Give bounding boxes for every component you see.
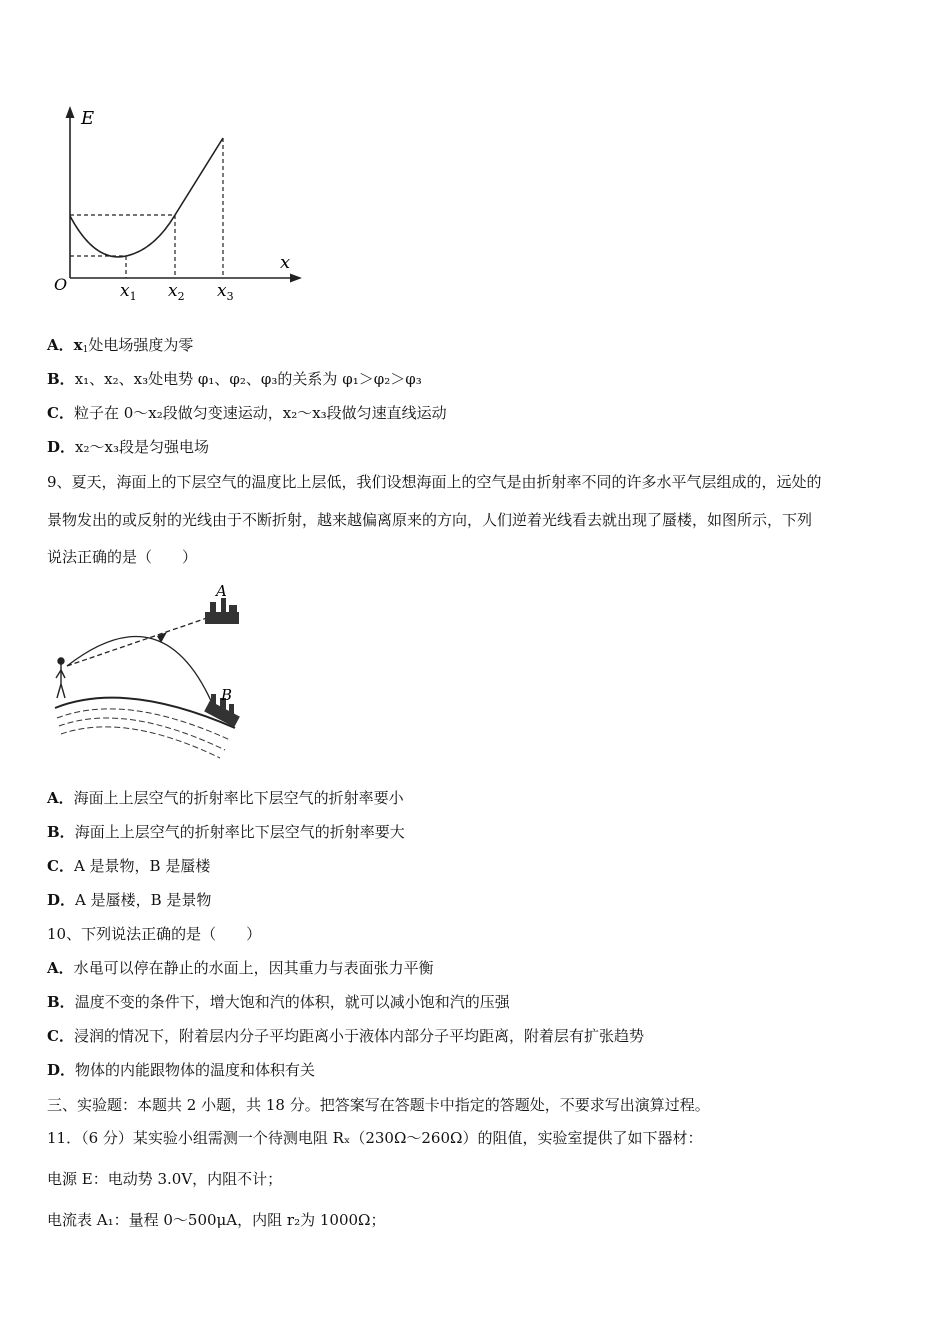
- air-layer: [61, 727, 220, 758]
- q9-stem-line: 9、夏天，海面上的下层空气的温度比上层低，我们设想海面上的空气是由折射率不同的许多水平气层组成的，远处的: [47, 473, 822, 491]
- option-letter: B．: [47, 823, 75, 841]
- e-x-graph: [50, 98, 320, 308]
- q10-option-a: [47, 958, 434, 978]
- q8-option-a: A．$x_1$处电场强度为零: [47, 336, 194, 355]
- option-letter: A．: [47, 789, 74, 807]
- option-letter: D．: [47, 438, 76, 456]
- option-text: 海面上上层空气的折射率比下层空气的折射率要大: [74, 823, 405, 841]
- option-text: 浸润的情况下，附着层内分子平均距离小于液体内部分子平均距离，附着层有扩张趋势: [73, 1027, 644, 1045]
- option-letter: C．: [47, 1027, 74, 1045]
- option-text: x₁、x₂、x₃处电势 φ₁、φ₂、φ₃的关系为 φ₁＞φ₂＞φ₃: [74, 370, 422, 388]
- q8-option-b: [47, 369, 422, 389]
- label-b: B: [221, 686, 233, 704]
- q10-option-b: [47, 992, 510, 1012]
- q10-stem: 10、下列说法正确的是（ ）: [47, 925, 262, 943]
- tick-label-x3: $x_3$: [217, 281, 234, 303]
- q8-option-c: [47, 403, 447, 423]
- q10-option-c: [47, 1026, 644, 1046]
- option-text: 粒子在 0～x₂段做匀变速运动，x₂～x₃段做匀速直线运动: [73, 404, 447, 422]
- q9-stem-line: 景物发出的或反射的光线由于不断折射，越来越偏离原来的方向，人们逆着光线看去就出现了蜃楼，如图所示，下列: [47, 511, 813, 529]
- option-letter: A．: [47, 959, 74, 977]
- x-axis-arrow: [290, 274, 302, 283]
- q11-equipment-item: 电源 E：电动势 3.0V，内阻不计；: [47, 1170, 283, 1188]
- y-axis-arrow: [66, 106, 75, 118]
- x-axis-label: x: [280, 252, 291, 273]
- option-letter: A．: [47, 336, 74, 354]
- q11-equipment-item: 电流表 A₁：量程 0～500μA，内阻 r₂为 1000Ω；: [47, 1211, 386, 1229]
- option-letter: C．: [47, 404, 74, 422]
- label-a: A: [216, 582, 227, 600]
- mirage-figure: [45, 580, 250, 760]
- q8-option-d: [47, 437, 209, 457]
- section-heading: 三、实验题：本题共 2 小题，共 18 分。把答案写在答题卡中指定的答题处，不要求写出演算过程。: [47, 1096, 710, 1114]
- option-text: 水黾可以停在静止的水面上，因其重力与表面张力平衡: [73, 959, 434, 977]
- option-text: A 是蜃楼，B 是景物: [75, 891, 212, 909]
- origin-label: O: [54, 275, 68, 294]
- option-letter: D．: [47, 1061, 76, 1079]
- e-x-curve: [70, 138, 223, 257]
- option-text: 温度不变的条件下，增大饱和汽的体积，就可以减小饱和汽的压强: [74, 993, 510, 1011]
- tick-label-x2: $x_2$: [168, 281, 185, 303]
- y-axis-label: E: [81, 108, 95, 129]
- air-layer: [57, 709, 230, 740]
- option-text: 海面上上层空气的折射率比下层空气的折射率要小: [73, 789, 404, 807]
- option-letter: B．: [47, 993, 75, 1011]
- option-letter: B．: [47, 370, 75, 388]
- q9-option-c: [47, 856, 210, 876]
- sight-line: [67, 618, 207, 666]
- option-text: 物体的内能跟物体的温度和体积有关: [75, 1061, 316, 1079]
- air-layer: [59, 718, 225, 750]
- q10-option-d: [47, 1060, 315, 1080]
- q9-option-b: [47, 822, 405, 842]
- q9-option-a: [47, 788, 404, 808]
- q9-stem-line: 说法正确的是（ ）: [47, 548, 198, 566]
- q11-stem: 11．（6 分）某实验小组需测一个待测电阻 Rₓ（230Ω～260Ω）的阻值，实验室提供了如下器材：: [47, 1129, 703, 1147]
- observer: [56, 658, 65, 698]
- option-letter: D．: [47, 891, 76, 909]
- mirage-image-a: [205, 598, 239, 624]
- q9-option-d: [47, 890, 211, 910]
- tick-label-x1: $x_1$: [120, 281, 137, 303]
- option-text: A 是景物，B 是蜃楼: [73, 857, 211, 875]
- option-text: x₂～x₃段是匀强电场: [75, 438, 209, 456]
- option-letter: C．: [47, 857, 74, 875]
